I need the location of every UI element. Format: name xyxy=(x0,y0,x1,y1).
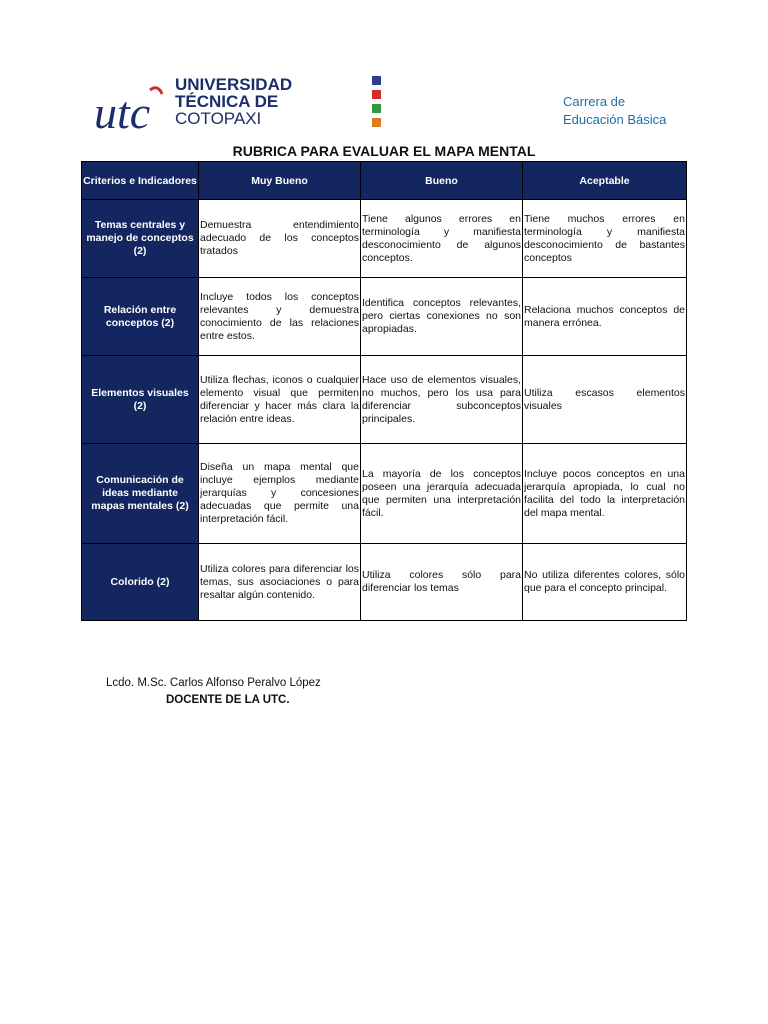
career-name xyxy=(563,93,666,129)
table-header-row xyxy=(82,162,687,200)
signer-role: DOCENTE DE LA UTC. xyxy=(166,694,290,706)
table-cell: Tiene muchos errores en terminología y manifiesta desconocimiento de bastantes conceptos xyxy=(523,200,687,278)
table-row xyxy=(82,278,687,356)
criterion-cell: Colorido (2) xyxy=(82,544,199,621)
table-row xyxy=(82,356,687,444)
university-line-1: UNIVERSIDAD xyxy=(175,75,293,94)
criterion-cell: Comunicación de ideas mediante mapas mentales (2) xyxy=(82,444,199,544)
brand-square-orange xyxy=(372,118,381,127)
table-cell: Incluye todos los conceptos relevantes y demuestra conocimiento de las relaciones entre estos. xyxy=(199,278,361,356)
table-row xyxy=(82,444,687,544)
university-line-2: TÉCNICA DE xyxy=(175,92,279,111)
table-cell: Utiliza flechas, iconos o cualquier elemento visual que permiten diferenciar y hacer más clara la relación entre ideas. xyxy=(199,356,361,444)
signer-name: Lcdo. M.Sc. Carlos Alfonso Peralvo López xyxy=(106,677,321,689)
header-muy-bueno: Muy Bueno xyxy=(199,162,361,200)
university-line-3: COTOPAXI xyxy=(175,109,262,128)
table-row xyxy=(82,544,687,621)
university-name xyxy=(175,76,292,127)
table-cell: Utiliza escasos elementos visuales xyxy=(523,356,687,444)
brand-square-blue xyxy=(372,76,381,85)
criterion-cell: Temas centrales y manejo de conceptos (2) xyxy=(82,200,199,278)
brand-color-squares xyxy=(372,76,384,132)
header-aceptable: Aceptable xyxy=(523,162,687,200)
table-cell: Diseña un mapa mental que incluye ejemplos mediante jerarquías y concesiones adecuadas que permite una interpretación fácil. xyxy=(199,444,361,544)
brand-square-green xyxy=(372,104,381,113)
table-cell: Utiliza colores para diferenciar los temas, sus asociaciones o para resaltar algún contenido. xyxy=(199,544,361,621)
table-cell: La mayoría de los conceptos poseen una jerarquía adecuada que permiten una interpretación fácil. xyxy=(361,444,523,544)
table-cell: Demuestra entendimiento adecuado de los conceptos tratados xyxy=(199,200,361,278)
criterion-cell: Elementos visuales (2) xyxy=(82,356,199,444)
rubric-table xyxy=(81,161,687,621)
header-bueno: Bueno xyxy=(361,162,523,200)
utc-logo-icon xyxy=(92,80,168,138)
table-cell: Incluye pocos conceptos en una jerarquía apropiada, lo cual no facilita del todo la interpretación del mapa mental. xyxy=(523,444,687,544)
criterion-cell: Relación entre conceptos (2) xyxy=(82,278,199,356)
table-row xyxy=(82,200,687,278)
table-cell: Hace uso de elementos visuales, no muchos, pero los usa para diferenciar subconceptos principales. xyxy=(361,356,523,444)
logo-mark-text: utc xyxy=(94,87,151,138)
brand-square-red xyxy=(372,90,381,99)
header-criteria: Criterios e Indicadores xyxy=(82,162,199,200)
document-header xyxy=(0,0,768,140)
career-line-1: Carrera de xyxy=(563,94,626,109)
table-cell: Identifica conceptos relevantes, pero ciertas conexiones no son apropiadas. xyxy=(361,278,523,356)
table-cell: Tiene algunos errores en terminología y manifiesta desconocimiento de algunos conceptos. xyxy=(361,200,523,278)
table-cell: Utiliza colores sólo para diferenciar los temas xyxy=(361,544,523,621)
table-cell: No utiliza diferentes colores, sólo que para el concepto principal. xyxy=(523,544,687,621)
career-line-2: Educación Básica xyxy=(563,112,667,127)
table-cell: Relaciona muchos conceptos de manera errónea. xyxy=(523,278,687,356)
page-title: RUBRICA PARA EVALUAR EL MAPA MENTAL xyxy=(232,143,536,159)
